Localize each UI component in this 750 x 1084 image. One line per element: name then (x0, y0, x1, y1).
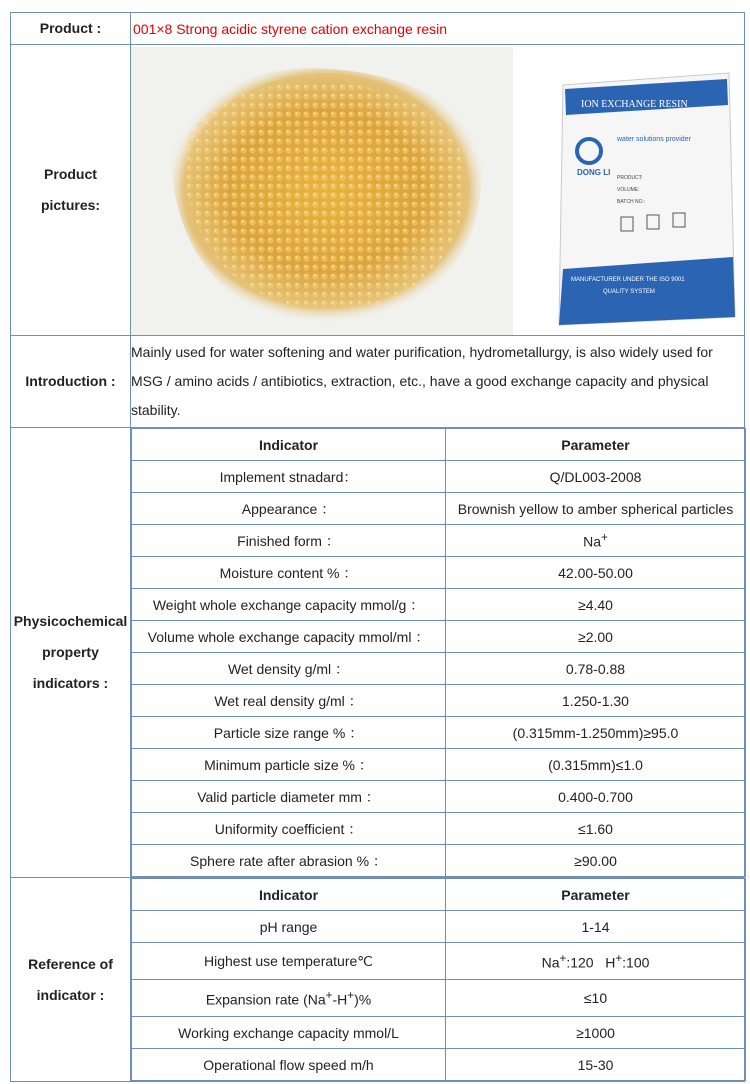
bag-tagline-text: water solutions provider (617, 136, 691, 143)
parameter-cell: 15-30 (446, 1049, 746, 1081)
param-h: :120 H (566, 954, 616, 971)
bag-header-text: ION EXCHANGE RESIN (581, 99, 688, 110)
introduction-label: Introduction : (11, 336, 131, 428)
indicator-header: Indicator (132, 429, 446, 461)
table-row (132, 557, 746, 589)
table-row (132, 943, 746, 980)
table-row (132, 653, 746, 685)
indicator-cell: Minimum particle size % ： (132, 749, 446, 781)
bag-field-batch: BATCH NO.: (617, 199, 646, 205)
table-header-row (132, 429, 746, 461)
bag-field-volume: VOLUME: (617, 187, 640, 193)
parameter-cell: ≥2.00 (446, 621, 746, 653)
parameter-cell: (0.315mm-1.250mm)≥95.0 (446, 717, 746, 749)
reference-label-line2: indicator : (36, 986, 105, 1003)
parameter-sup: + (601, 531, 608, 545)
parameter-cell: Brownish yellow to amber spherical particles (446, 493, 746, 525)
table-row (132, 685, 746, 717)
indicator-cell: Working exchange capacity mmol/L (132, 1017, 446, 1049)
product-pictures-label (11, 45, 131, 336)
resin-beads-photo (131, 47, 513, 335)
indicator-cell: Sphere rate after abrasion % ： (132, 845, 446, 877)
bag-footer-line2: QUALITY SYSTEM (603, 289, 655, 295)
indicator-cell: Moisture content % ： (132, 557, 446, 589)
bag-field-product: PRODUCT: (617, 175, 643, 181)
indicator-cell: Highest use temperature℃ (132, 943, 446, 980)
parameter-cell: ≥4.40 (446, 589, 746, 621)
indicator-cell: pH range (132, 911, 446, 943)
table-row (132, 493, 746, 525)
parameter-cell (446, 525, 746, 557)
indicator-cell: Operational flow speed m/h (132, 1049, 446, 1081)
parameter-base: Na (583, 533, 602, 550)
table-row (132, 461, 746, 493)
ind-a-sup: + (325, 988, 333, 1002)
table-row (132, 589, 746, 621)
table-row (132, 813, 746, 845)
indicator-cell (132, 980, 446, 1017)
param-na: Na (541, 954, 560, 971)
ind-b-sup: + (347, 988, 355, 1002)
physicochemical-label (11, 428, 131, 878)
indicator-cell: Valid particle diameter mm ： (132, 781, 446, 813)
parameter-cell: 42.00-50.00 (446, 557, 746, 589)
parameter-cell: Q/DL003-2008 (446, 461, 746, 493)
parameter-cell: 0.400-0.700 (446, 781, 746, 813)
pictures-label-line2: pictures: (40, 197, 101, 213)
product-pictures-cell (131, 45, 745, 336)
parameter-cell: 0.78-0.88 (446, 653, 746, 685)
indicator-cell: Volume whole exchange capacity mmol/ml ： (132, 621, 446, 653)
parameter-cell: (0.315mm)≤1.0 (446, 749, 746, 781)
parameter-cell: ≥1000 (446, 1017, 746, 1049)
reference-label (11, 878, 131, 1082)
physico-label-line1: Physicochemical (13, 613, 128, 629)
introduction-text: Mainly used for water softening and water purification, hydrometallurgy, is also widely used for MSG / amino acids / antibiotics, extraction, etc., have a good exchange capacity and physical stability. (131, 336, 745, 428)
product-label: Product : (11, 13, 131, 45)
physicochemical-cell (131, 428, 745, 878)
parameter-cell: 1-14 (446, 911, 746, 943)
physico-label-line3: indicators : (32, 675, 109, 691)
resin-bag-photo (551, 67, 741, 329)
product-name: 001×8 Strong acidic styrene cation exchange resin (131, 13, 745, 45)
param-end: :100 (622, 954, 650, 971)
indicator-cell: Uniformity coefficient ： (132, 813, 446, 845)
parameter-cell: 1.250-1.30 (446, 685, 746, 717)
table-row (132, 749, 746, 781)
indicator-cell: Finished form ： (132, 525, 446, 557)
param-h-sup: + (615, 951, 623, 965)
indicator-cell: Wet real density g/ml ： (132, 685, 446, 717)
bag-footer-line1: MANUFACTURER UNDER THE ISO 9001 (571, 277, 685, 283)
param-na-sup: + (559, 951, 567, 965)
table-row (132, 525, 746, 557)
bag-brand-text: DONG LI (577, 168, 611, 177)
table-row (132, 1049, 746, 1081)
table-row (132, 621, 746, 653)
parameter-cell: ≤10 (446, 980, 746, 1017)
indicator-cell: Particle size range % ： (132, 717, 446, 749)
product-spec-table (10, 12, 745, 1082)
table-row (132, 980, 746, 1017)
reference-label-line1: Reference of (28, 955, 113, 972)
table-row (132, 1017, 746, 1049)
indicator-cell: Weight whole exchange capacity mmol/g ： (132, 589, 446, 621)
table-row (132, 781, 746, 813)
indicator-cell: Wet density g/ml ： (132, 653, 446, 685)
ind-a: Expansion rate (Na (205, 991, 326, 1008)
table-row (132, 717, 746, 749)
parameter-header: Parameter (446, 429, 746, 461)
indicator-cell: Appearance ： (132, 493, 446, 525)
reference-cell (131, 878, 745, 1082)
indicator-cell: Implement stnadard： (132, 461, 446, 493)
parameter-header: Parameter (446, 879, 746, 911)
reference-table (131, 878, 746, 1081)
indicator-header: Indicator (132, 879, 446, 911)
parameter-cell: ≥90.00 (446, 845, 746, 877)
table-row (132, 911, 746, 943)
physico-label-line2: property (42, 644, 99, 660)
parameter-cell: ≤1.60 (446, 813, 746, 845)
ind-c: )% (354, 991, 372, 1008)
table-header-row (132, 879, 746, 911)
table-row (132, 845, 746, 877)
parameter-cell (446, 943, 746, 980)
physicochemical-table (131, 428, 746, 877)
ind-b: -H (332, 991, 348, 1008)
pictures-label-line1: Product (44, 166, 97, 182)
